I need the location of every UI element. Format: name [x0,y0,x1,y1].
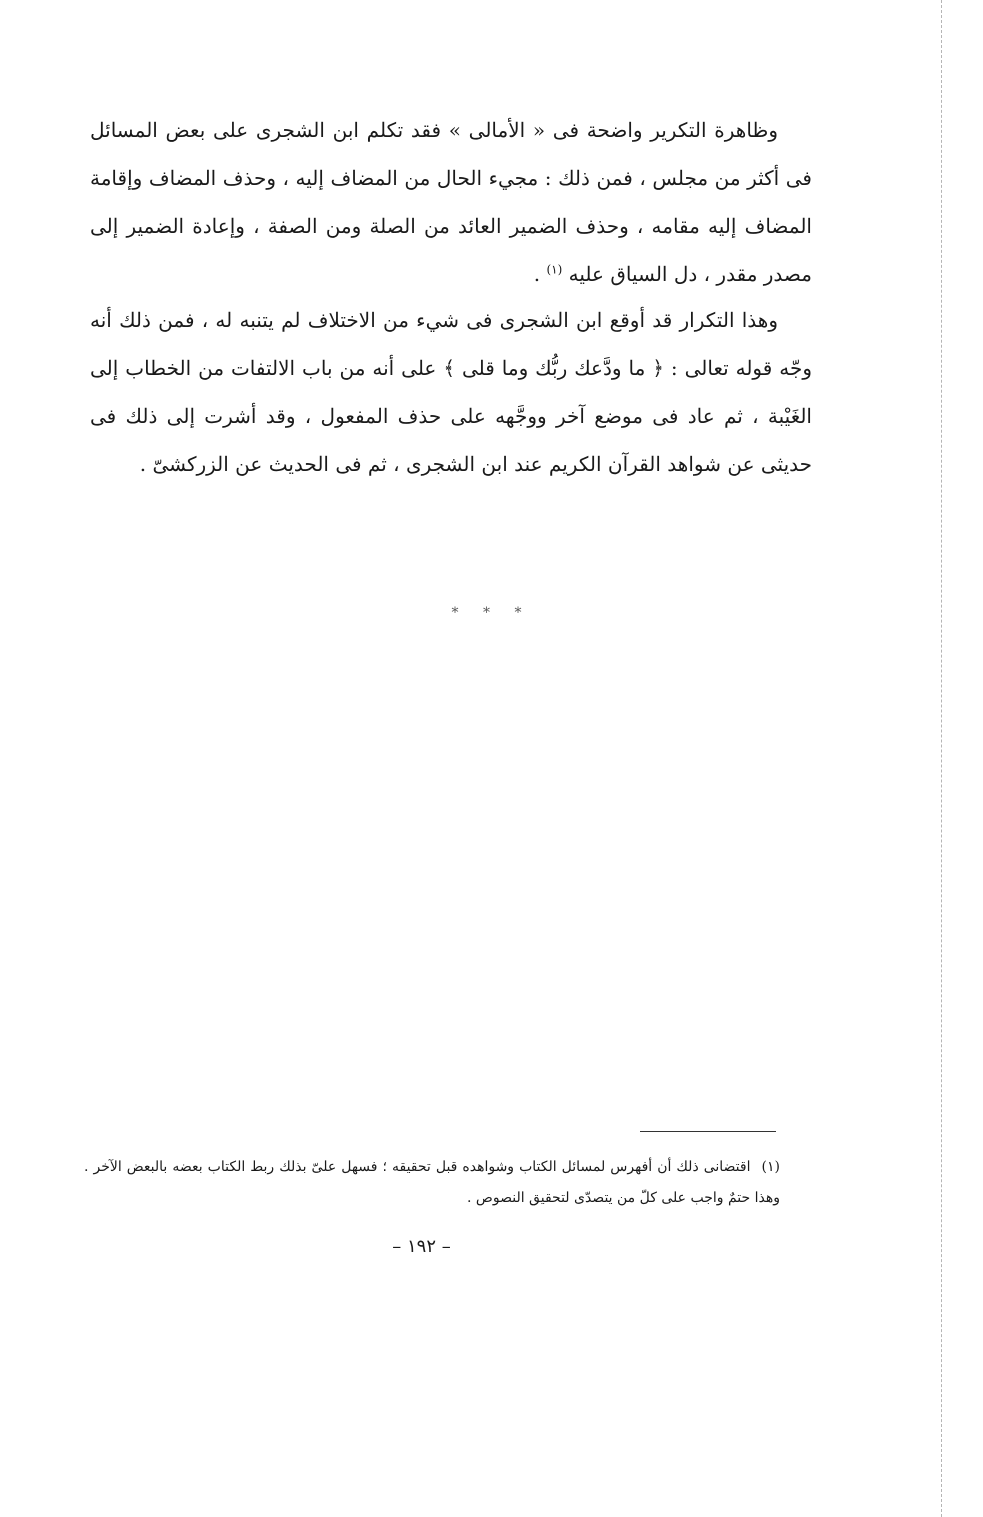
footnote-number: (١) [761,1159,780,1175]
paragraph-1-text: وظاهرة التكرير واضحة فى « الأمالى » فقد تكلم ابن الشجرى على بعض المسائل فى أكثر من مجلس ، فمن ذلك : مجيء الحال من المضاف إليه ، وحذف المضاف وإقامة المضاف إليه مقامه ، وحذف الضمير العائد من الصلة ومن الصفة ، وإعادة الضمير إلى مصدر مقدر ، دل السياق عليه [90,118,812,286]
body-paragraph-1 [90,106,812,298]
page-number: – ١٩٢ – [392,1236,451,1257]
paragraph-2-text: وهذا التكرار قد أوقع ابن الشجرى فى شيء من الاختلاف لم يتنبه له ، فمن ذلك أنه وجّه قوله تعالى : ﴿ ما ودَّعك ربُّك وما قلى ﴾ على أنه من باب الالتفات من الخطاب إلى الغَيْبة ، ثم عاد فى موضع آخر ووجَّهه على حذف المفعول ، وقد أشرت إلى ذلك فى حديثى عن شواهد القرآن الكريم عند ابن الشجرى ، ثم فى الحديث عن الزركشىّ . [90,308,812,476]
paragraph-text [90,106,812,298]
section-separator: * * * [451,605,532,621]
footnote [84,1152,780,1214]
body-paragraph-2 [90,296,812,488]
footnote-reference[interactable]: (١) [546,262,563,277]
footnote-rule [640,1131,776,1132]
scan-edge-line [941,0,942,1517]
footnote-text: اقتضانى ذلك أن أفهرس لمسائل الكتاب وشواهده قبل تحقيقه ؛ فسهل علىّ بذلك ربط الكتاب بعضه بالبعض الآخر . وهذا حتمٌ واجب على كلّ من يتصدّى لتحقيق النصوص . [84,1159,780,1206]
paragraph-1-ending: . [533,262,547,286]
